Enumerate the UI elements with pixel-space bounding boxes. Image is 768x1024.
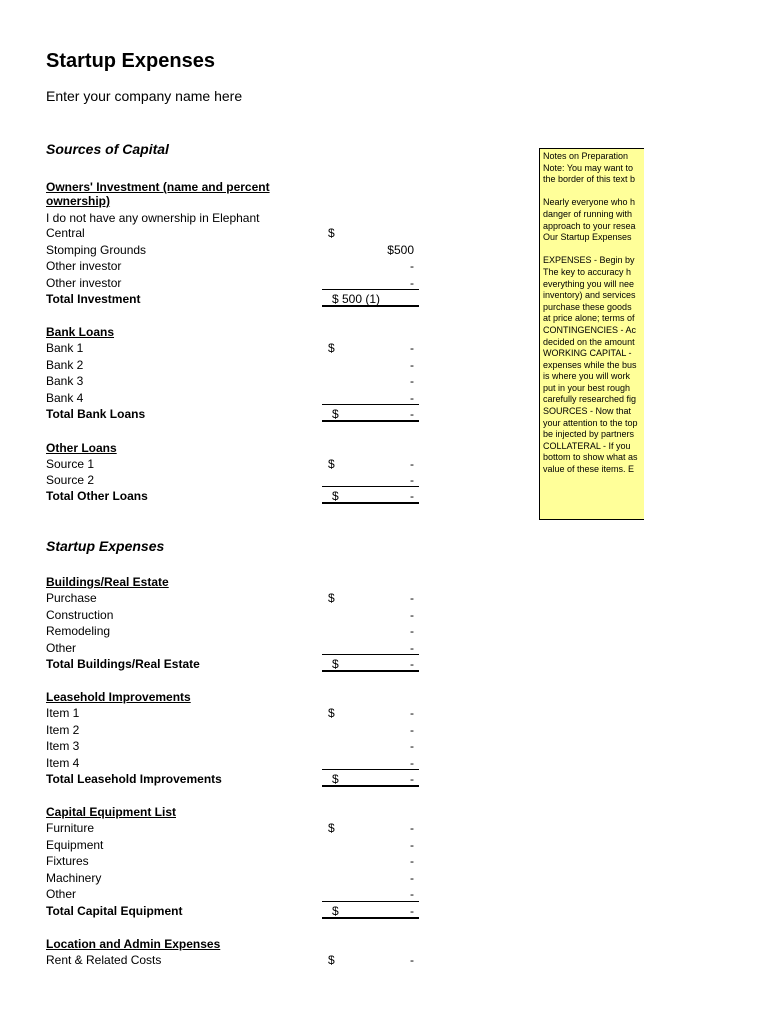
item-label: Item 4 (46, 756, 80, 770)
notes-line: decided on the amount (543, 336, 635, 347)
total-row (46, 291, 426, 307)
currency-symbol: $ (332, 657, 339, 671)
notes-blank-line (543, 244, 644, 256)
currency-symbol: $ (328, 457, 335, 471)
currency-symbol: $ (328, 706, 335, 720)
line-item-row (46, 210, 426, 226)
line-item-row (46, 886, 426, 902)
amount-cell[interactable]: - (410, 641, 414, 655)
notes-line: Nearly everyone who h (543, 197, 636, 208)
notes-line: purchase these goods (543, 301, 632, 312)
total-row (46, 488, 426, 504)
notes-line: CONTINGENCIES - Ac (543, 324, 637, 335)
notes-line: is where you will work (543, 371, 631, 382)
item-label: Construction (46, 608, 114, 622)
amount-cell[interactable]: - (410, 473, 414, 487)
leasehold-header: Leasehold Improvements (46, 690, 191, 704)
amount-cell[interactable]: - (410, 341, 414, 355)
currency-symbol: $ (332, 904, 339, 918)
location-admin-header: Location and Admin Expenses (46, 937, 221, 951)
amount-cell[interactable]: - (410, 457, 414, 471)
line-item-row (46, 590, 426, 606)
amount-cell[interactable]: - (410, 706, 414, 720)
line-item-row (46, 853, 426, 869)
item-label: I do not have any ownership in Elephant (46, 211, 260, 225)
item-label: Bank 2 (46, 358, 84, 372)
amount-cell[interactable]: - (410, 953, 414, 967)
line-item-row (46, 456, 426, 472)
amount-cell[interactable]: - (410, 591, 414, 605)
amount-cell[interactable]: - (410, 608, 414, 622)
amount-cell[interactable]: - (410, 407, 414, 421)
buildings-header: Buildings/Real Estate (46, 575, 169, 589)
amount-cell[interactable]: - (410, 489, 414, 503)
item-label: Bank 1 (46, 341, 84, 355)
item-label: Purchase (46, 591, 97, 605)
item-label: Remodeling (46, 624, 111, 638)
item-label: Other investor (46, 259, 122, 273)
amount-cell[interactable]: - (410, 854, 414, 868)
item-label: Rent & Related Costs (46, 953, 162, 967)
notes-line: Our Startup Expenses (543, 232, 632, 243)
notes-line: bottom to show what as (543, 452, 638, 463)
amount-cell[interactable]: - (410, 358, 414, 372)
line-item-row (46, 952, 426, 968)
item-label: Source 1 (46, 457, 95, 471)
notes-text-box[interactable] (539, 148, 644, 520)
item-label: Stomping Grounds (46, 243, 147, 257)
owners-investment-header: Owners' Investment (name and percent ownership) (46, 180, 270, 208)
item-label: Other investor (46, 276, 122, 290)
item-label: Bank 4 (46, 391, 84, 405)
currency-symbol: $ (332, 772, 339, 786)
total-row (46, 656, 426, 672)
total-row (46, 771, 426, 787)
currency-symbol: $ (328, 953, 335, 967)
line-item-row (46, 258, 426, 274)
amount-cell[interactable]: - (410, 772, 414, 786)
notes-line: everything you will nee (543, 278, 635, 289)
item-label: Central (46, 226, 85, 240)
notes-line: EXPENSES - Begin by (543, 255, 635, 266)
other-loans-header: Other Loans (46, 441, 117, 455)
currency-symbol: $ (332, 407, 339, 421)
notes-line: WORKING CAPITAL - (543, 348, 632, 359)
startup-expenses-heading: Startup Expenses (46, 538, 165, 554)
currency-symbol: $ 500 (1) (332, 292, 381, 306)
capital-equipment-header: Capital Equipment List (46, 805, 177, 819)
total-label: Total Leasehold Improvements (46, 772, 222, 786)
page-title: Startup Expenses (46, 50, 215, 72)
amount-cell[interactable]: - (410, 838, 414, 852)
line-item-row (46, 705, 426, 721)
currency-symbol: $ (328, 821, 335, 835)
line-item-row (46, 738, 426, 754)
amount-cell[interactable]: $500 (387, 243, 414, 257)
amount-cell[interactable]: - (410, 657, 414, 671)
currency-symbol: $ (328, 341, 335, 355)
amount-cell[interactable]: - (410, 259, 414, 273)
currency-symbol: $ (328, 591, 335, 605)
notes-line: Note: You may want to (543, 162, 634, 173)
notes-line: the border of this text b (543, 174, 636, 185)
notes-line: your attention to the top (543, 417, 638, 428)
total-row (46, 406, 426, 422)
currency-symbol: $ (328, 226, 335, 240)
amount-cell[interactable]: - (410, 276, 414, 290)
line-item-row (46, 623, 426, 639)
item-label: Item 2 (46, 723, 80, 737)
notes-line: COLLATERAL - If you (543, 440, 631, 451)
item-label: Bank 3 (46, 374, 84, 388)
line-item-row (46, 225, 426, 241)
notes-line: at price alone; terms of (543, 313, 635, 324)
amount-cell[interactable]: - (410, 391, 414, 405)
amount-cell[interactable]: - (410, 739, 414, 753)
amount-cell[interactable]: - (410, 374, 414, 388)
amount-cell[interactable]: - (410, 756, 414, 770)
sources-of-capital-heading: Sources of Capital (46, 141, 169, 157)
item-label: Other (46, 641, 77, 655)
amount-cell[interactable]: - (410, 904, 414, 918)
total-label: Total Capital Equipment (46, 904, 183, 918)
bank-loans-header: Bank Loans (46, 325, 115, 339)
amount-cell[interactable]: - (410, 887, 414, 901)
notes-line: expenses while the bus (543, 359, 637, 370)
notes-line: be injected by partners (543, 429, 635, 440)
notes-line: SOURCES - Now that (543, 406, 632, 417)
item-label: Source 2 (46, 473, 95, 487)
item-label: Machinery (46, 871, 102, 885)
line-item-row (46, 607, 426, 623)
item-label: Furniture (46, 821, 95, 835)
line-item-row (46, 340, 426, 356)
amount-cell[interactable]: - (410, 723, 414, 737)
total-label: Total Other Loans (46, 489, 148, 503)
total-label: Total Investment (46, 292, 141, 306)
item-label: Fixtures (46, 854, 89, 868)
notes-line: approach to your resea (543, 220, 636, 231)
total-row (46, 903, 426, 919)
item-label: Item 1 (46, 706, 80, 720)
notes-line: inventory) and services (543, 290, 636, 301)
notes-line: The key to accuracy h (543, 266, 632, 277)
line-item-row (46, 357, 426, 373)
line-item-row (46, 820, 426, 836)
notes-line: Notes on Preparation (543, 151, 629, 161)
notes-line: put in your best rough (543, 382, 631, 393)
total-label: Total Bank Loans (46, 407, 146, 421)
line-item-row (46, 722, 426, 738)
currency-symbol: $ (332, 489, 339, 503)
company-name-cell[interactable]: Enter your company name here (46, 88, 243, 104)
amount-cell[interactable]: - (410, 624, 414, 638)
item-label: Item 3 (46, 739, 80, 753)
item-label: Equipment (46, 838, 104, 852)
total-label: Total Buildings/Real Estate (46, 657, 200, 671)
notes-line: carefully researched fig (543, 394, 637, 405)
notes-line: danger of running with (543, 208, 633, 219)
line-item-row (46, 242, 426, 258)
notes-line: value of these items. E (543, 464, 635, 475)
amount-cell[interactable]: - (410, 821, 414, 835)
notes-blank-line (543, 186, 644, 198)
line-item-row (46, 837, 426, 853)
amount-cell[interactable]: - (410, 871, 414, 885)
line-item-row (46, 870, 426, 886)
line-item-row (46, 373, 426, 389)
item-label: Other (46, 887, 77, 901)
